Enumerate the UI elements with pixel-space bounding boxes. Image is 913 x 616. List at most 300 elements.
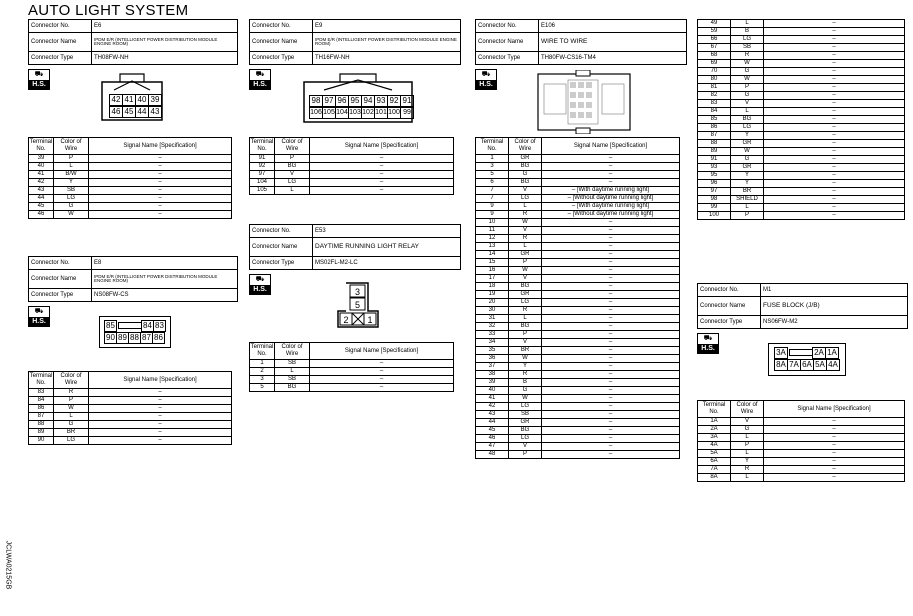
table-row <box>698 116 905 124</box>
terminal-cell: 15 <box>476 259 509 267</box>
terminal-cell: 47 <box>476 443 509 451</box>
signal-cell: – <box>89 195 232 203</box>
signal-cell: – <box>89 187 232 195</box>
signal-cell: – <box>542 435 680 443</box>
terminal-cell: 91 <box>698 156 731 164</box>
signal-cell: – <box>542 219 680 227</box>
signal-cell: – <box>542 259 680 267</box>
table-row <box>476 411 680 419</box>
terminal-cell: 86 <box>698 124 731 132</box>
terminal-cell: 5 <box>476 171 509 179</box>
wire-color-cell: Y <box>54 179 89 187</box>
e6-pins-bottom: 46 45 44 43 <box>109 106 161 118</box>
signal-cell: – <box>764 92 905 100</box>
terminal-cell: 38 <box>476 371 509 379</box>
wire-color-cell: LG <box>509 299 542 307</box>
wire-color-cell: LG <box>509 403 542 411</box>
signal-cell: – <box>310 163 454 171</box>
terminal-cell: 98 <box>698 196 731 204</box>
wire-color-cell: SB <box>731 44 764 52</box>
signal-cell: – <box>89 389 232 397</box>
wire-color-cell: W <box>731 76 764 84</box>
wire-color-cell: BG <box>275 384 310 392</box>
table-row <box>698 148 905 156</box>
terminal-cell: 43 <box>29 187 54 195</box>
harness-side-icon: ⛟ H.S. <box>249 69 271 90</box>
terminal-cell: 88 <box>29 421 54 429</box>
signal-cell: – [With daytime running light] <box>542 203 680 211</box>
terminal-cell: 69 <box>698 60 731 68</box>
table-row <box>698 140 905 148</box>
connector-header: Connector No. E9 Connector Name IPDM E/R (INTELLIGENT POWER DISTRIBUTION MODULE ENGINE ROOM) Connector Type TH16FW-NH <box>249 19 461 65</box>
signal-cell: – <box>764 60 905 68</box>
terminal-cell: 66 <box>698 36 731 44</box>
wire-color-cell: BG <box>509 179 542 187</box>
terminal-cell: 100 <box>698 212 731 220</box>
table-row <box>29 203 232 211</box>
terminal-cell: 40 <box>476 387 509 395</box>
table-row <box>698 44 905 52</box>
signal-cell: – <box>310 368 454 376</box>
wire-color-cell: Y <box>731 132 764 140</box>
terminal-cell: 39 <box>29 155 54 163</box>
e6-pins-top: 42 41 40 39 <box>109 94 161 106</box>
terminal-cell: 88 <box>698 140 731 148</box>
signal-cell: – <box>89 171 232 179</box>
terminal-cell: 80 <box>698 76 731 84</box>
table-row <box>476 171 680 179</box>
table-row <box>250 163 454 171</box>
signal-cell: – <box>542 179 680 187</box>
signal-cell: – <box>542 315 680 323</box>
terminal-cell: 6 <box>476 179 509 187</box>
table-row <box>476 315 680 323</box>
signal-cell: – <box>542 235 680 243</box>
signal-cell: – <box>764 156 905 164</box>
signal-cell: – <box>542 331 680 339</box>
terminal-cell: 43 <box>476 411 509 419</box>
wire-color-cell: P <box>731 442 764 450</box>
table-row <box>476 323 680 331</box>
wire-color-cell: Y <box>509 363 542 371</box>
table-row <box>476 435 680 443</box>
signal-cell: – [Without daytime running light] <box>542 195 680 203</box>
wire-color-cell: R <box>509 307 542 315</box>
terminal-cell: 92 <box>250 163 275 171</box>
table-row <box>476 195 680 203</box>
table-row <box>698 426 905 434</box>
wire-color-cell: LG <box>54 437 89 445</box>
wire-color-cell: B/W <box>54 171 89 179</box>
wire-color-cell: L <box>731 108 764 116</box>
signal-cell: – <box>542 451 680 459</box>
table-row <box>29 389 232 397</box>
wire-color-cell: W <box>731 148 764 156</box>
table-row <box>476 179 680 187</box>
signal-cell: – [Without daytime running light] <box>542 211 680 219</box>
wire-color-cell: L <box>275 368 310 376</box>
wire-color-cell: L <box>54 413 89 421</box>
table-row <box>250 384 454 392</box>
wire-color-cell: P <box>731 84 764 92</box>
terminal-cell: 45 <box>476 427 509 435</box>
signal-cell: – <box>764 100 905 108</box>
terminal-cell: 49 <box>698 20 731 28</box>
table-row <box>250 179 454 187</box>
signal-cell: – <box>542 443 680 451</box>
wire-color-cell: G <box>731 156 764 164</box>
signal-cell: – <box>542 387 680 395</box>
terminal-cell: 37 <box>476 363 509 371</box>
table-row <box>698 28 905 36</box>
signal-cell: – <box>89 437 232 445</box>
table-row <box>29 413 232 421</box>
terminal-cell: 35 <box>476 347 509 355</box>
signal-cell: – <box>542 275 680 283</box>
table-row <box>698 418 905 426</box>
e9-pin-table: Terminal No. Color of Wire Signal Name [Specification] 91 P – 92 BG – 97 V – 104 LG – 105 L – <box>249 137 454 195</box>
terminal-cell: 19 <box>476 291 509 299</box>
table-row <box>698 92 905 100</box>
table-row <box>29 179 232 187</box>
table-row <box>476 347 680 355</box>
wire-color-cell: L <box>509 203 542 211</box>
wire-color-cell: GR <box>731 140 764 148</box>
terminal-cell: 96 <box>698 180 731 188</box>
signal-cell: – <box>764 76 905 84</box>
e9-pins-top: 98 97 96 95 94 93 92 91 <box>309 95 413 107</box>
signal-cell: – <box>764 426 905 434</box>
wire-color-cell: GR <box>509 155 542 163</box>
terminal-cell: 6A <box>698 458 731 466</box>
table-row <box>698 20 905 28</box>
e8-lock <box>116 320 142 330</box>
signal-cell: – <box>310 179 454 187</box>
wire-color-cell: V <box>509 339 542 347</box>
harness-side-icon: ⛟ H.S. <box>28 69 50 90</box>
wire-color-cell: P <box>509 331 542 339</box>
wire-color-cell: BG <box>509 323 542 331</box>
wire-color-cell: R <box>54 389 89 397</box>
wire-color-cell: GR <box>509 419 542 427</box>
table-row <box>29 171 232 179</box>
wire-color-cell: L <box>731 474 764 482</box>
signal-cell: – <box>764 44 905 52</box>
signal-cell: – <box>764 434 905 442</box>
wire-color-cell: P <box>54 155 89 163</box>
terminal-cell: 83 <box>29 389 54 397</box>
signal-cell: – <box>542 427 680 435</box>
table-row <box>476 251 680 259</box>
signal-cell: – <box>89 397 232 405</box>
wire-color-cell: P <box>509 451 542 459</box>
wire-color-cell: G <box>509 387 542 395</box>
connector-e53-face <box>334 281 384 329</box>
terminal-cell: 59 <box>698 28 731 36</box>
table-row <box>698 434 905 442</box>
harness-side-icon: ⛟ H.S. <box>28 306 50 327</box>
e8-pin-table: Terminal No. Color of Wire Signal Name [Specification] 83 R – 84 P – 86 W – 87 L – 88 G – 89 BR – 90 LG – <box>28 371 232 445</box>
signal-cell: – <box>89 163 232 171</box>
signal-cell: – <box>310 376 454 384</box>
terminal-cell: 70 <box>698 68 731 76</box>
table-row <box>476 395 680 403</box>
signal-cell: – <box>89 405 232 413</box>
terminal-cell: 44 <box>29 195 54 203</box>
table-row <box>250 187 454 195</box>
signal-cell: – [With daytime running light] <box>542 187 680 195</box>
table-row <box>698 76 905 84</box>
wire-color-cell: L <box>731 434 764 442</box>
signal-cell: – <box>764 132 905 140</box>
table-row <box>698 212 905 220</box>
signal-cell: – <box>542 355 680 363</box>
signal-cell: – <box>764 116 905 124</box>
wire-color-cell: W <box>509 355 542 363</box>
signal-cell: – <box>764 474 905 482</box>
table-row <box>476 227 680 235</box>
wire-color-cell: BG <box>509 283 542 291</box>
table-row <box>29 195 232 203</box>
wire-color-cell: R <box>731 52 764 60</box>
terminal-cell: 45 <box>29 203 54 211</box>
terminal-cell: 87 <box>29 413 54 421</box>
terminal-cell: 86 <box>29 405 54 413</box>
harness-side-icon: ⛟ H.S. <box>697 333 719 354</box>
table-row <box>476 267 680 275</box>
table-row <box>698 108 905 116</box>
table-row <box>476 235 680 243</box>
wire-color-cell: R <box>509 371 542 379</box>
signal-cell: – <box>764 124 905 132</box>
wire-color-cell: V <box>509 187 542 195</box>
terminal-cell: 85 <box>698 116 731 124</box>
table-row <box>476 339 680 347</box>
table-row <box>698 132 905 140</box>
signal-cell: – <box>542 347 680 355</box>
terminal-cell: 2 <box>250 368 275 376</box>
wire-color-cell: B <box>509 379 542 387</box>
signal-cell: – <box>764 204 905 212</box>
terminal-cell: 36 <box>476 355 509 363</box>
signal-cell: – <box>542 371 680 379</box>
terminal-cell: 1A <box>698 418 731 426</box>
signal-cell: – <box>542 267 680 275</box>
wire-color-cell: L <box>509 243 542 251</box>
wire-color-cell: P <box>509 259 542 267</box>
table-row <box>698 52 905 60</box>
page-title: AUTO LIGHT SYSTEM <box>28 2 189 19</box>
table-row <box>476 259 680 267</box>
terminal-cell: 44 <box>476 419 509 427</box>
wire-color-cell: L <box>731 20 764 28</box>
table-row <box>476 427 680 435</box>
terminal-cell: 83 <box>698 100 731 108</box>
terminal-cell: 82 <box>698 92 731 100</box>
terminal-cell: 89 <box>698 148 731 156</box>
signal-cell: – <box>89 155 232 163</box>
signal-cell: – <box>542 395 680 403</box>
signal-cell: – <box>764 148 905 156</box>
signal-cell: – <box>764 442 905 450</box>
signal-cell: – <box>542 307 680 315</box>
terminal-cell: 3A <box>698 434 731 442</box>
wire-color-cell: LG <box>731 124 764 132</box>
terminal-cell: 3 <box>476 163 509 171</box>
table-row <box>698 466 905 474</box>
table-row <box>476 443 680 451</box>
wire-color-cell: V <box>509 227 542 235</box>
connector-header: Connector No. M1 Connector Name FUSE BLOCK (J/B) Connector Type NS06FW-M2 <box>697 283 908 329</box>
terminal-cell: 18 <box>476 283 509 291</box>
table-row <box>698 68 905 76</box>
m1-lock <box>787 347 813 357</box>
terminal-cell: 13 <box>476 243 509 251</box>
terminal-cell: 5A <box>698 450 731 458</box>
signal-cell: – <box>542 339 680 347</box>
wire-color-cell: BR <box>509 347 542 355</box>
table-row <box>476 211 680 219</box>
signal-cell: – <box>310 155 454 163</box>
signal-cell: – <box>764 20 905 28</box>
wire-color-cell: R <box>731 466 764 474</box>
table-row <box>698 180 905 188</box>
connector-header: Connector No. E106 Connector Name WIRE TO WIRE Connector Type TH80FW-CS16-TM4 <box>475 19 687 65</box>
terminal-cell: 16 <box>476 267 509 275</box>
table-row <box>698 474 905 482</box>
terminal-cell: 68 <box>698 52 731 60</box>
terminal-cell: 1 <box>250 360 275 368</box>
wire-color-cell: GR <box>509 251 542 259</box>
table-row <box>476 307 680 315</box>
wire-color-cell: L <box>275 187 310 195</box>
table-row <box>476 203 680 211</box>
table-row <box>698 442 905 450</box>
wire-color-cell: L <box>731 204 764 212</box>
terminal-cell: 3 <box>250 376 275 384</box>
table-row <box>29 429 232 437</box>
wire-color-cell: W <box>509 395 542 403</box>
table-row <box>29 405 232 413</box>
terminal-cell: 14 <box>476 251 509 259</box>
wire-color-cell: L <box>54 163 89 171</box>
wire-color-cell: P <box>731 212 764 220</box>
signal-cell: – <box>310 384 454 392</box>
table-row <box>29 421 232 429</box>
signal-cell: – <box>764 108 905 116</box>
signal-cell: – <box>764 196 905 204</box>
signal-cell: – <box>310 360 454 368</box>
terminal-cell: 7A <box>698 466 731 474</box>
signal-cell: – <box>89 429 232 437</box>
connector-header: Connector No. E8 Connector Name IPDM E/R (INTELLIGENT POWER DISTRIBUTION MODULE ENGINE ROOM) Connector Type NS08FW-CS <box>28 256 238 302</box>
wire-color-cell: BR <box>731 188 764 196</box>
wire-color-cell: LG <box>509 435 542 443</box>
table-row <box>29 187 232 195</box>
signal-cell: – <box>542 299 680 307</box>
terminal-cell: 9 <box>476 203 509 211</box>
signal-cell: – <box>89 203 232 211</box>
table-row <box>476 275 680 283</box>
wire-color-cell: BG <box>509 163 542 171</box>
signal-cell: – <box>764 172 905 180</box>
wire-color-cell: LG <box>275 179 310 187</box>
wire-color-cell: P <box>54 397 89 405</box>
signal-cell: – <box>764 466 905 474</box>
terminal-cell: 42 <box>476 403 509 411</box>
terminal-cell: 48 <box>476 451 509 459</box>
terminal-cell: 31 <box>476 315 509 323</box>
table-row <box>250 368 454 376</box>
terminal-cell: 81 <box>698 84 731 92</box>
wire-color-cell: Y <box>731 172 764 180</box>
signal-cell: – <box>542 419 680 427</box>
diagram-id: JCLWA0215GB <box>4 540 12 590</box>
terminal-cell: 97 <box>698 188 731 196</box>
table-row <box>476 219 680 227</box>
table-row <box>29 155 232 163</box>
terminal-cell: 12 <box>476 235 509 243</box>
harness-side-icon: ⛟ H.S. <box>475 69 497 90</box>
terminal-cell: 42 <box>29 179 54 187</box>
wire-color-cell: SB <box>275 360 310 368</box>
table-row <box>250 376 454 384</box>
terminal-cell: 30 <box>476 307 509 315</box>
wire-color-cell: SB <box>275 376 310 384</box>
table-row <box>476 163 680 171</box>
terminal-cell: 93 <box>698 164 731 172</box>
connector-e106-face <box>536 70 632 134</box>
table-row <box>476 387 680 395</box>
wire-color-cell: V <box>509 443 542 451</box>
connector-header: Connector No. E6 Connector Name IPDM E/R (INTELLIGENT POWER DISTRIBUTION MODULE ENGINE ROOM) Connector Type TH08FW-NH <box>28 19 238 65</box>
wire-color-cell: L <box>731 450 764 458</box>
table-row <box>476 155 680 163</box>
terminal-cell: 46 <box>29 211 54 219</box>
signal-cell: – <box>764 458 905 466</box>
terminal-cell: 20 <box>476 299 509 307</box>
signal-cell: – <box>764 418 905 426</box>
wire-color-cell: B <box>731 28 764 36</box>
terminal-cell: 7 <box>476 195 509 203</box>
terminal-cell: 17 <box>476 275 509 283</box>
terminal-cell: 40 <box>29 163 54 171</box>
wire-color-cell: W <box>731 60 764 68</box>
signal-cell: – <box>764 84 905 92</box>
signal-cell: – <box>542 251 680 259</box>
wire-color-cell: Y <box>731 180 764 188</box>
signal-cell: – <box>764 180 905 188</box>
table-row <box>698 188 905 196</box>
table-row <box>476 187 680 195</box>
table-row <box>698 204 905 212</box>
terminal-cell: 41 <box>29 171 54 179</box>
signal-cell: – <box>542 291 680 299</box>
wire-color-cell: G <box>731 68 764 76</box>
m1-pin-table: Terminal No. Color of Wire Signal Name [Specification] 1A V – 2A G – 3A L – 4A P – 5A L – 6A Y – 7A R – 8A L – <box>697 400 905 482</box>
wire-color-cell: BR <box>54 429 89 437</box>
m1-pins-top: 3A 2A 1A <box>774 347 838 359</box>
wire-color-cell: SHIELD <box>731 196 764 204</box>
e9-pins-bottom: 106 105 104 103 102 101 100 99 <box>309 107 413 119</box>
signal-cell: – <box>764 450 905 458</box>
wire-color-cell: W <box>54 211 89 219</box>
signal-cell: – <box>542 155 680 163</box>
terminal-cell: 11 <box>476 227 509 235</box>
table-row <box>29 397 232 405</box>
terminal-cell: 32 <box>476 323 509 331</box>
terminal-cell: 95 <box>698 172 731 180</box>
